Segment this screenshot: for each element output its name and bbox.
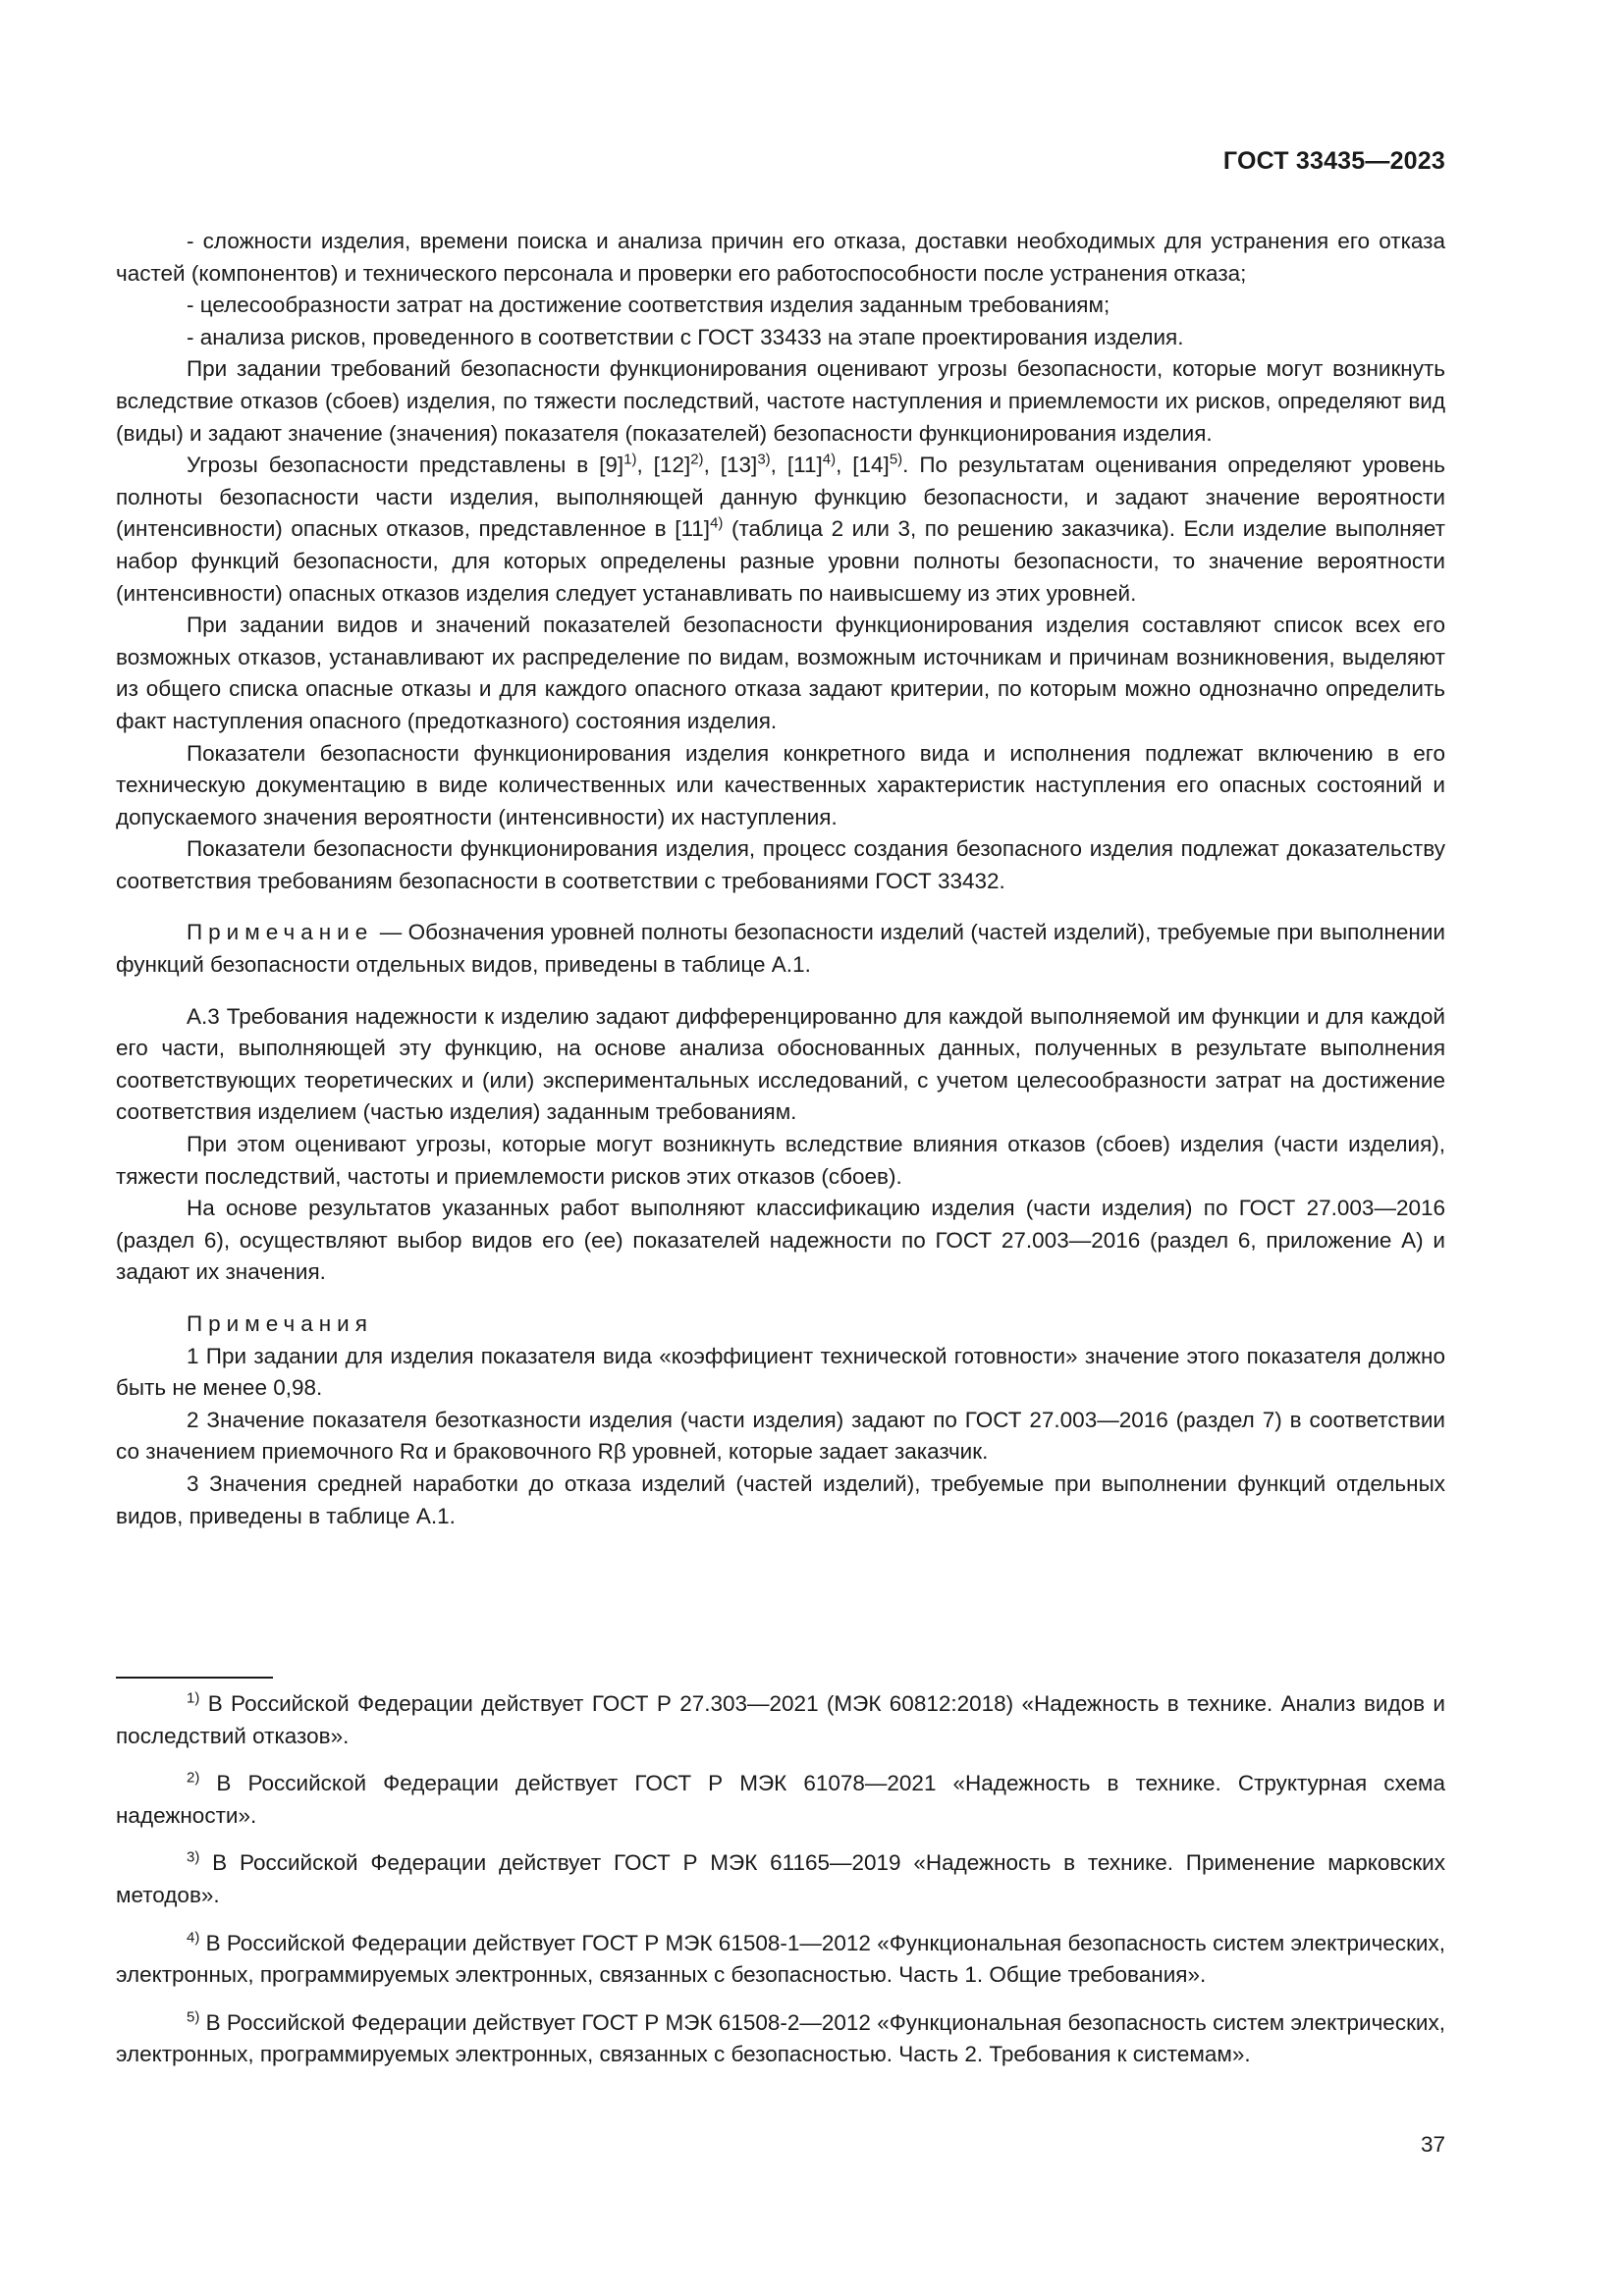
notes-heading: [116, 1308, 1445, 1341]
paragraph: А.3 Требования надежности к изделию задают дифференцированно для каждой выполняемой им функции и для каждой его части, выполняющей эту функцию, на основе анализа обоснованных данных, полученных в результате выполнения соответствующих теоретических и (или) экспериментальных исследований, с учетом целесообразности затрат на достижение соответствия изделием (частью изделия) заданным требованиям.: [116, 1003, 1445, 1125]
text-run: . По результатам оценивания определяют уровень полноты безопасности части изделия, выполняющей данную функцию безопасности, и задают значение вероятности (интенсивности) опасных отказов, представленное в [11]: [116, 453, 1445, 542]
notes-label: Примечания: [187, 1311, 373, 1336]
footnote-ref: 3): [757, 451, 771, 468]
footnote: [116, 1688, 1445, 1752]
footnote-mark: 1): [187, 1689, 200, 1707]
note-item: 3 Значения средней наработки до отказа изделий (частей изделий), требуемые при выполнении функций отдельных видов, приведены в таблице А.1.: [116, 1470, 1445, 1528]
footnotes: [116, 1677, 1445, 2087]
footnote-ref: 1): [623, 451, 637, 468]
footnote-mark: 2): [187, 1769, 200, 1787]
footnote-text: В Российской Федерации действует ГОСТ Р МЭК 61078—2021 «Надежность в технике. Структурная схема надежности».: [116, 1771, 1445, 1828]
footnote-text: В Российской Федерации действует ГОСТ Р МЭК 61508-1—2012 «Функциональная безопасность систем электрических, электронных, программируемых электронных, связанных с безопасностью. Часть 1. Общие требования».: [116, 1930, 1445, 1988]
footnote: [116, 1847, 1445, 1911]
footnote-separator: [116, 1677, 273, 1679]
footnote-mark: 4): [187, 1929, 200, 1947]
document-page: [116, 0, 1445, 2296]
text-run: , [13]: [703, 453, 758, 478]
paragraph: При задании требований безопасности функционирования оценивают угрозы безопасности, которые могут возникнуть вследствие отказов (сбоев) изделия, по тяжести последствий, частоте наступления и приемлемости их рисков, определяют вид (виды) и задают значение (значения) показателя (показателей) безопасности функционирования изделия.: [116, 356, 1445, 446]
footnote-ref: 4): [822, 451, 837, 468]
paragraph-with-references: [116, 450, 1445, 610]
text-run: , [11]: [770, 453, 823, 478]
footnote-text: В Российской Федерации действует ГОСТ Р МЭК 61165—2019 «Надежность в технике. Применение марковских методов».: [116, 1850, 1445, 1907]
text-run: (таблица 2 или 3, по решению заказчика). Если изделие выполняет набор функций безопасности, для которых определены разные уровни полноты безопасности, то значение вероятности (интенсивности) опасных отказов изделия следует устанавливать по наивысшему из этих уровней.: [116, 516, 1445, 606]
footnote-ref: 5): [889, 451, 903, 468]
page-number: 37: [1420, 2132, 1445, 2157]
note-label: Примечание: [187, 920, 374, 945]
footnote-ref: 4): [710, 514, 724, 532]
footnote: [116, 1928, 1445, 1992]
paragraph: При этом оценивают угрозы, которые могут возникнуть вследствие влияния отказов (сбоев) изделия (части изделия), тяжести последствий, частоты и приемлемости рисков этих отказов (сбоев).: [116, 1132, 1445, 1189]
footnote-ref: 2): [690, 451, 704, 468]
paragraph: - анализа рисков, проведенного в соответствии с ГОСТ 33433 на этапе проектирования изделия.: [187, 324, 1184, 349]
paragraph: Показатели безопасности функционирования изделия, процесс создания безопасного изделия подлежат доказательству соответствия требованиям безопасности в соответствии с требованиями ГОСТ 33432.: [116, 836, 1445, 893]
paragraph: При задании видов и значений показателей безопасности функционирования изделия составляют список всех его возможных отказов, устанавливают их распределение по видам, возможным источникам и причинам возникновения, выделяют из общего списка опасные отказы и для каждого опасного отказа задают критерии, по которым можно однозначно определить факт наступления опасного (предотказного) состояния изделия.: [116, 613, 1445, 733]
paragraph: - сложности изделия, времени поиска и анализа причин его отказа, доставки необходимых для устранения его отказа частей (компонентов) и технического персонала и проверки его работоспособности после устранения отказа;: [116, 229, 1445, 286]
paragraph: - целесообразности затрат на достижение соответствия изделия заданным требованиям;: [187, 293, 1110, 318]
footnote-text: В Российской Федерации действует ГОСТ Р МЭК 61508-2—2012 «Функциональная безопасность систем электрических, электронных, программируемых электронных, связанных с безопасностью. Часть 2. Требования к системам».: [116, 2009, 1445, 2067]
text-run: Угрозы безопасности представлены в [9]: [187, 453, 624, 478]
note-text: — Обозначения уровней полноты безопасности изделий (частей изделий), требуемые при выполнении функций безопасности отдельных видов, приведены в таблице А.1.: [116, 920, 1445, 978]
paragraph: Показатели безопасности функционирования изделия конкретного вида и исполнения подлежат включению в его техническую документацию в виде количественных или качественных характеристик наступления его опасных состояний и допускаемого значения вероятности (интенсивности) их наступления.: [116, 740, 1445, 829]
paragraph: На основе результатов указанных работ выполняют классификацию изделия (части изделия) по ГОСТ 27.003—2016 (раздел 6), осуществляют выбор видов его (ее) показателей надежности по ГОСТ 27.003—2016 (раздел 6, приложение А) и задают их значения.: [116, 1196, 1445, 1285]
main-text: [116, 226, 1445, 1532]
footnote: [116, 1768, 1445, 1832]
text-run: , [14]: [836, 453, 890, 478]
footnote-mark: 3): [187, 1848, 200, 1866]
footnote-mark: 5): [187, 2008, 200, 2026]
note-item: 1 При задании для изделия показателя вида «коэффициент технической готовности» значение этого показателя должно быть не менее 0,98.: [116, 1343, 1445, 1401]
text-run: , [12]: [636, 453, 691, 478]
document-code-header: ГОСТ 33435—2023: [1222, 147, 1445, 175]
note: [116, 917, 1445, 981]
footnote: [116, 2007, 1445, 2071]
note-item: 2 Значение показателя безотказности изделия (части изделия) задают по ГОСТ 27.003—2016 (раздел 7) в соответствии со значением приемочного Rα и браковочного Rβ уровней, которые задает заказчик.: [116, 1407, 1445, 1465]
footnote-text: В Российской Федерации действует ГОСТ Р 27.303—2021 (МЭК 60812:2018) «Надежность в технике. Анализ видов и последствий отказов».: [116, 1691, 1445, 1748]
